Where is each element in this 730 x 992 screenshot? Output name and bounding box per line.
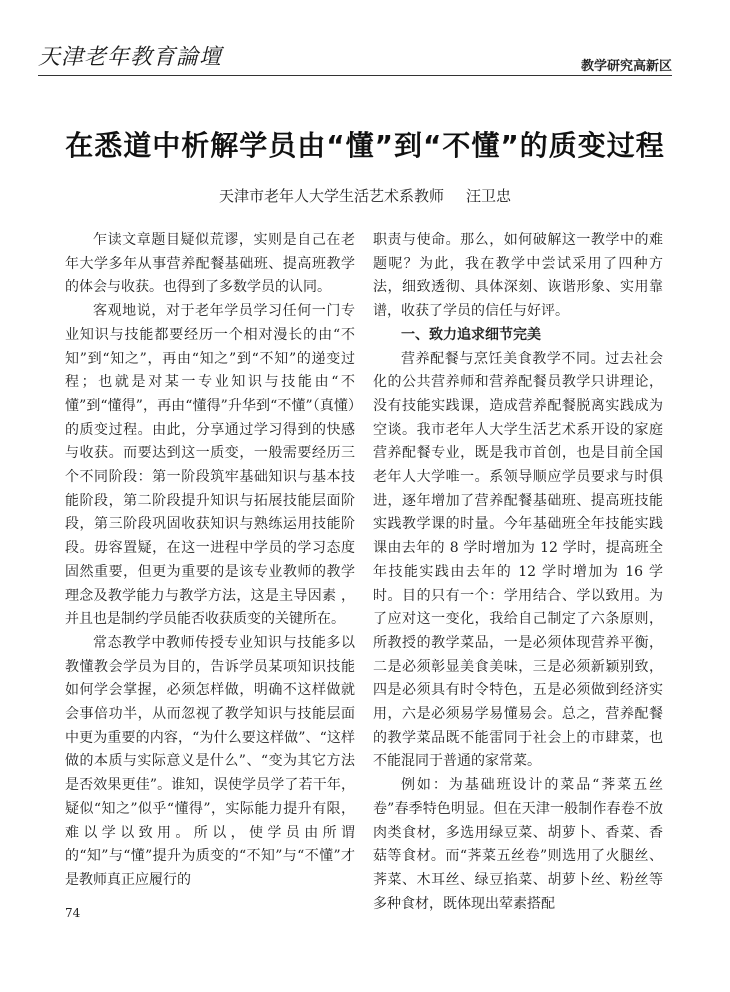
- byline-affiliation: 天津市老年人大学生活艺术系教师: [218, 187, 444, 205]
- paragraph: 营养配餐与烹饪美食教学不同。过去社会化的公共营养师和营养配餐员教学只讲理论，没有技能实践课，造成营养配餐脱离实践成为空谈。我市老年人大学生活艺术系开设的家庭营养配餐专业，既是我市首创，也是目前全国老年人大学唯一。系领导顺应学员要求与时俱进，逐年增加了营养配餐基础班、提高班技能实践教学课的时量。今年基础班全年技能实践课由去年的 8 学时增加为 12 学时，提高班全年技能实践由去年的 12 学时增加为 16 学时。目的只有一个：学用结合、学以致用。为了应对这一变化，我给自己制定了六条原则，所教授的教学菜品，一是必须体现营养平衡，二是必须彰显美食美味，三是必须新颖别致，四是必须具有时令特色，五是必须做到经济实用，六是必须易学易懂易会。总之，营养配餐的教学菜品既不能雷同于社会上的市肆菜，也不能混同于普通的家常菜。: [373, 350, 663, 770]
- section-heading: 一、致力追求细节完美: [401, 326, 541, 343]
- paragraph: 客观地说，对于老年学员学习任何一门专业知识与技能都要经历一个相对漫长的由“不知”到“知之”，再由“知之”到“不知”的递变过程；也就是对某一专业知识与技能由“不懂”到“懂得”，再由“懂得”升华到“不懂”（真懂）的质变过程。由此，分享通过学习得到的快感与收获。而要达到这一质变，一般需要经历三个不同阶段：第一阶段筑牢基础知识与基本技能阶段，第二阶段提升知识与拓展技能层面阶段，第三阶段巩固收获知识与熟练运用技能阶段。毋容置疑，在这一进程中学员的学习态度固然重要，但更为重要的是该专业教师的教学理念及教学能力与教学方法，这是主导因素 ，并且也是制约学员能否收获质变的关键所在。: [65, 303, 355, 628]
- paragraph: 常态教学中教师传授专业知识与技能多以教懂教会学员为目的，告诉学员某项知识技能如何学会掌握，必须怎样做，明确不这样做就会事倍功半，从而忽视了教学知识与技能层面中更为重要的内容，“为什么要这样做”、“这样做的本质与实际意义是什么”、“变为其它方法是否效果更佳”。谁知，误使学员学了若干年，疑似“知之”似乎“懂得”，实际能力提升有限，难以学以致用。所以，使学员由所谓的“知”与“懂”提升为质变的“不知”与“不懂”才是教师真正应履行的: [65, 634, 355, 888]
- byline: [0, 185, 730, 206]
- paragraph: 例如：为基础班设计的菜品“荠菜五丝卷”春季特色明显。但在天津一般制作春卷不放肉类食材，多选用绿豆菜、胡萝卜、香菜、香菇等食材。而“荠菜五丝卷”则选用了火腿丝、荠菜、木耳丝、绿豆掐菜、胡萝卜丝、粉丝等多种食材，既体现出荤素搭配: [373, 777, 663, 912]
- right-column: [373, 229, 663, 916]
- paragraph-continuation: 职责与使命。那么，如何破解这一教学中的难题呢？为此，我在教学中尝试采用了四种方法，细致透彻、具体深刻、诙谐形象、实用靠谱，收获了学员的信任与好评。: [373, 232, 663, 320]
- left-column: [65, 229, 355, 893]
- page-number: 74: [65, 906, 81, 920]
- journal-logo: 天津老年教育論壇: [38, 45, 223, 70]
- byline-author: 汪卫忠: [466, 187, 512, 205]
- section-label: 教学研究高新区: [580, 59, 672, 74]
- header-divider: [38, 75, 672, 76]
- paragraph: 乍读文章题目疑似荒谬，实则是自己在老年大学多年从事营养配餐基础班、提高班教学的体会与收获。也得到了多数学员的认同。: [65, 232, 355, 296]
- article-title: 在悉道中析解学员由“懂”到“不懂”的质变过程: [65, 129, 665, 162]
